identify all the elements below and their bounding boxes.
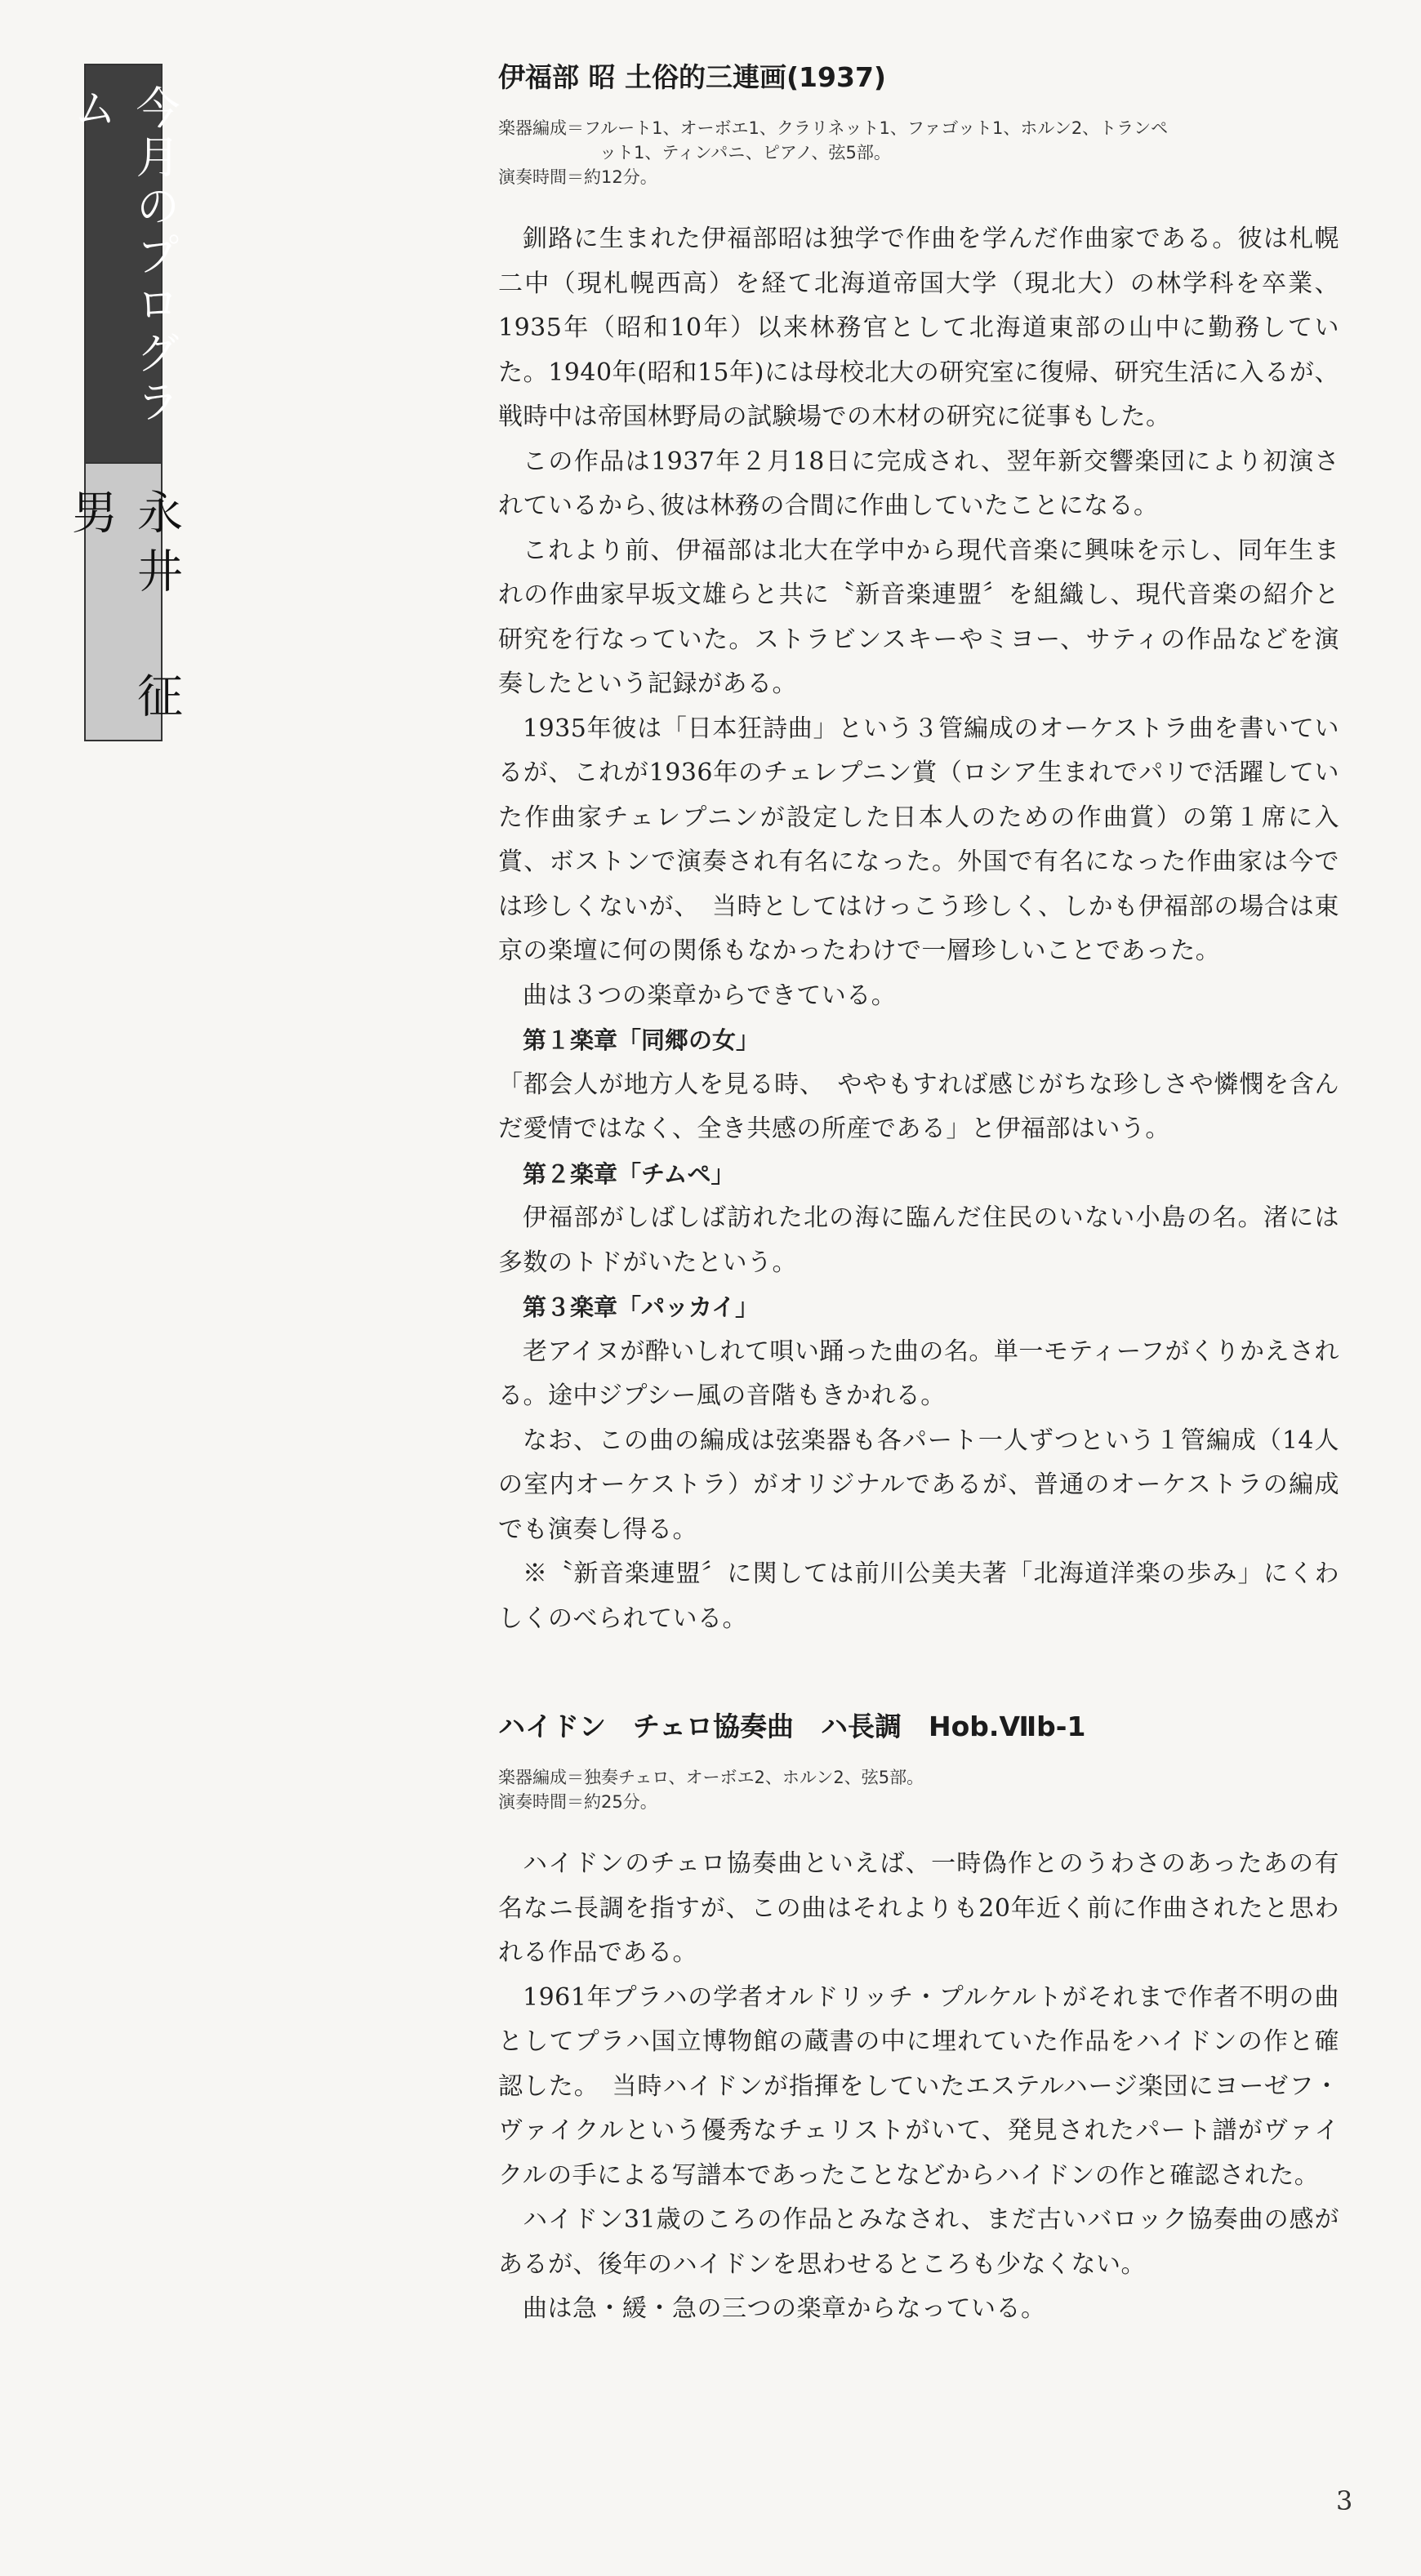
movement-heading: 第１楽章「同郷の女」 — [523, 1026, 760, 1054]
instrumentation-continued: ット1、ティンパニ、ピアノ、弦5部。 — [599, 143, 891, 162]
paragraph: 1935年彼は「日本狂詩曲」という３管編成のオーケストラ曲を書いているが、これが1936年のチェレプニン賞（ロシア生まれでパリで活躍していた作曲家チェレプニンが設定した日本人のための作曲賞）の第１席に入賞、ボストンで演奏され有名になった。外国で有名になった作曲家は今では珍しくないが、 当時としてはけっこう珍しく、しかも伊福部の場合は東京の楽壇に何の関係もなかったわけで一層珍しいことであった。 — [498, 714, 1339, 965]
paragraph: なお、この曲の編成は弦楽器も各パート一人ずつという１管編成（14人の室内オーケストラ）がオリジナルであるが、普通のオーケストラの編成でも演奏し得る。 — [498, 1426, 1339, 1544]
paragraph: ハイドン31歳のころの作品とみなされ、まだ古いバロック協奏曲の感があるが、後年のハイドンを思わせるところも少なくない。 — [498, 2205, 1339, 2279]
piece-meta — [498, 1765, 1339, 1814]
piece-title: 伊福部 昭 土俗的三連画(1937) — [498, 61, 886, 93]
paragraph: 釧路に生まれた伊福部昭は独学で作曲を学んだ作曲家である。彼は札幌二中（現札幌西高）を経て北海道帝国大学（現北大）の林学科を卒業、1935年（昭和10年）以来林務官として北海道東部の山中に勤務していた。1940年(昭和15年)には母校北大の研究室に復帰、研究生活に入るが、戦時中は帝国林野局の試験場での木材の研究に従事もした。 — [498, 225, 1339, 431]
paragraph: ハイドンのチェロ協奏曲といえば、一時偽作とのうわさのあったあの有名なニ長調を指すが、この曲はそれよりも20年近く前に作曲されたと思われる作品である。 — [498, 1849, 1339, 1967]
instrumentation: 楽器編成＝フルート1、オーボエ1、クラリネット1、ファゴット1、ホルン2、トランペ — [498, 118, 1169, 138]
piece-haydn — [498, 1706, 1339, 2332]
paragraph: 「都会人が地方人を見る時、 ややもすれば感じがちな珍しさや憐憫を含んだ愛情ではなく、全き共感の所産である」と伊福部はいう。 — [498, 1070, 1339, 1143]
duration: 演奏時間＝約25分。 — [498, 1792, 657, 1812]
main-content — [498, 57, 1339, 2332]
paragraph: 老アイヌが酔いしれて唄い踊った曲の名。単一モティーフがくりかえされる。途中ジプシー風の音階もきかれる。 — [498, 1337, 1339, 1410]
paragraph: 曲は３つの楽章からできている。 — [523, 981, 897, 1010]
section-heading-box — [66, 64, 180, 464]
duration: 演奏時間＝約12分。 — [498, 167, 657, 187]
piece-meta — [498, 116, 1339, 189]
paragraph: 曲は急・緩・急の三つの楽章からなっている。 — [523, 2294, 1046, 2323]
author-box — [65, 464, 183, 741]
movement-heading: 第３楽章「パッカイ」 — [523, 1293, 760, 1321]
author-name: 永井 征男 — [65, 488, 183, 731]
paragraph: 伊福部がしばしば訪れた北の海に臨んだ住民のいない小島の名。渚には多数のトドがいたという。 — [498, 1203, 1339, 1277]
section-heading: 今月のプログラム — [66, 85, 180, 428]
piece-title: ハイドン チェロ協奏曲 ハ長調 Hob.Ⅶb-1 — [498, 1711, 1086, 1742]
piece-body — [498, 217, 1339, 1641]
paragraph: この作品は1937年２月18日に完成され、翌年新交響楽団により初演されているから､彼は林務の合間に作曲していたことになる。 — [498, 447, 1339, 520]
piece-body — [498, 1842, 1339, 2332]
instrumentation: 楽器編成＝独奏チェロ、オーボエ2、ホルン2、弦5部。 — [498, 1768, 924, 1787]
page-number: 3 — [1336, 2485, 1353, 2516]
sidebar — [65, 64, 183, 741]
paragraph: これより前、伊福部は北大在学中から現代音楽に興味を示し、同年生まれの作曲家早坂文雄らと共に〝新音楽連盟〞を組織し、現代音楽の紹介と研究を行なっていた。ストラビンスキーやミヨー、サティの作品などを演奏したという記録がある。 — [498, 536, 1339, 698]
footnote: ※〝新音楽連盟〞に関しては前川公美夫著「北海道洋楽の歩み」にくわしくのべられている。 — [498, 1559, 1339, 1633]
piece-ifukube — [498, 57, 1339, 1641]
movement-heading: 第２楽章「チムペ」 — [523, 1159, 735, 1188]
paragraph: 1961年プラハの学者オルドリッチ・プルケルトがそれまで作者不明の曲としてプラハ国立博物館の蔵書の中に埋れていた作品をハイドンの作と確認した。 当時ハイドンが指揮をしていたエステルハージ楽団にヨーゼフ・ヴァイクルという優秀なチェリストがいて、発見されたパート譜がヴァイクルの手による写譜本であったことなどからハイドンの作と確認された。 — [498, 1982, 1339, 2190]
